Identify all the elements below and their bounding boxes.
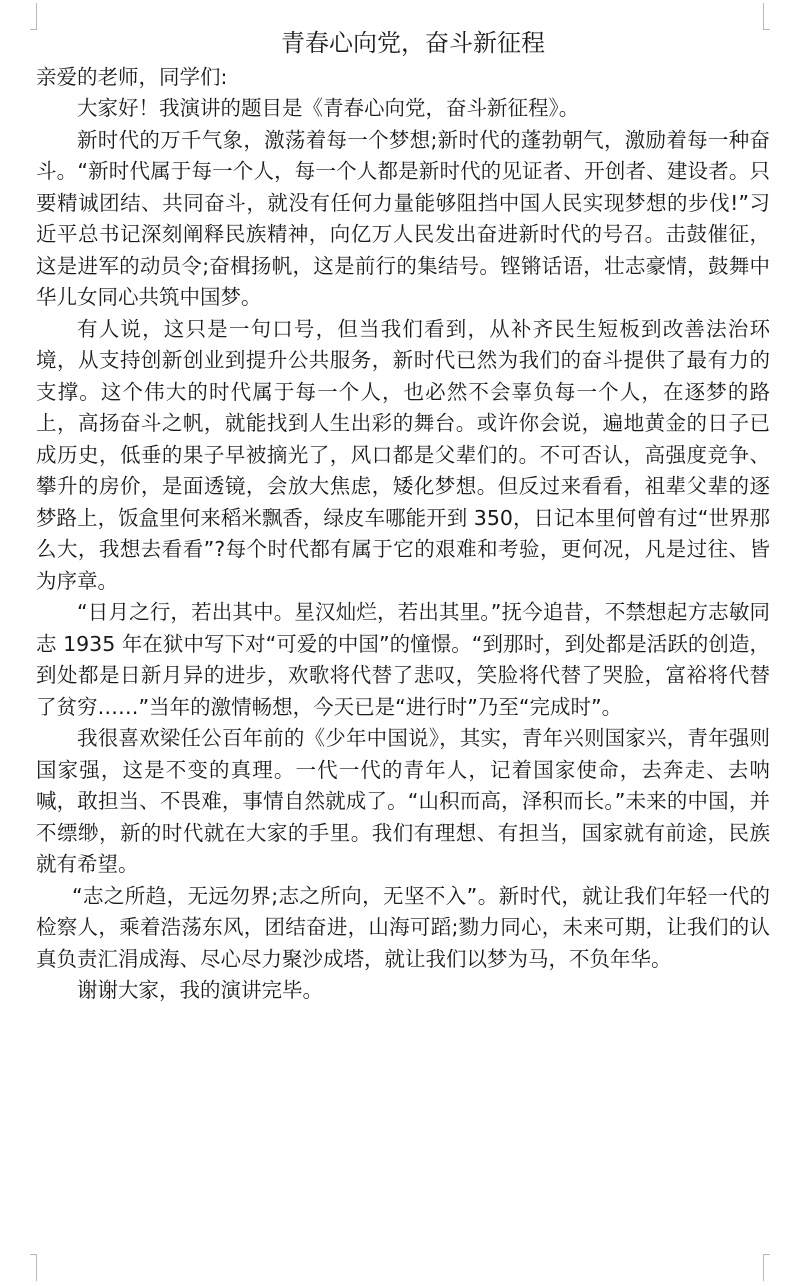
paragraph-slogan: 有人说，这只是一句口号，但当我们看到，从补齐民生短板到改善法治环境，从支持创新创业到提升公共服务，新时代已然为我们的奋斗提供了最有力的支撑。这个伟大的时代属于每一个人，也必然不会辜负每一个人，在逐梦的路上，高扬奋斗之帆，就能找到人生出彩的舞台。或许你会说，遍地黄金的日子已成历史，低垂的果子早被摘光了，风口都是父辈们的。不可否认，高强度竞争、攀升的房价，是面透镜，会放大焦虑，矮化梦想。但反过来看看，祖辈父辈的逐梦路上，饭盒里何来稻米飘香，绿皮车哪能开到 350，日记本里何曾有过“世界那么大，我想去看看”?每个时代都有属于它的艰难和考验，更何况，凡是过往、皆为序章。 bbox=[36, 316, 770, 593]
paragraph-new-era: 新时代的万千气象，激荡着每一个梦想;新时代的蓬勃朝气，激励着每一种奋斗。“新时代属于每一个人，每一个人都是新时代的见证者、开创者、建设者。只要精诚团结、共同奋斗，就没有任何力量能够阻挡中国人民实现梦想的步伐!”习近平总书记深刻阐释民族精神，向亿万人民发出奋进新时代的号召。击鼓催征，这是进军的动员令;奋楫扬帆，这是前行的集结号。铿锵话语，壮志豪情，鼓舞中华儿女同心共筑中国梦。 bbox=[36, 127, 770, 309]
paragraph-sun-moon: “日月之行，若出其中。星汉灿烂，若出其里。”抚今追昔，不禁想起方志敏同志 1935 年在狱中写下对“可爱的中国”的憧憬。“到那时，到处都是活跃的创造，到处都是日新月异的进步，欢歌将代替了悲叹，笑脸将代替了哭脸，富裕将代替了贫穷……”当年的激情畅想，今天已是“进行时”乃至“完成时”。 bbox=[36, 600, 770, 719]
paragraph-young-china: 我很喜欢梁任公百年前的《少年中国说》，其实，青年兴则国家兴，青年强则国家强，这是不变的真理。一代一代的青年人，记着国家使命，去奔走、去呐喊，敢担当、不畏难，事情自然就成了。“山积而高，泽积而长。”未来的中国，并不缥缈，新的时代就在大家的手里。我们有理想、有担当，国家就有前途，民族就有希望。 bbox=[36, 726, 770, 876]
document-title: 青春心向党，奋斗新征程 bbox=[281, 29, 545, 57]
page-corner-mark-bottom-left bbox=[30, 1254, 37, 1281]
page-corner-mark-bottom-right bbox=[763, 1254, 770, 1281]
paragraph-closing: 谢谢大家，我的演讲完毕。 bbox=[77, 978, 323, 1002]
document-body bbox=[36, 24, 770, 1007]
paragraph-intro: 大家好！我演讲的题目是《青春心向党，奋斗新征程》。 bbox=[77, 96, 580, 120]
paragraph-ambition: “志之所趋，无远勿界;志之所向，无坚不入”。新时代，就让我们年轻一代的检察人，乘着浩荡东风，团结奋进，山海可蹈;勠力同心，未来可期，让我们的认真负责汇涓成海、尽心尽力聚沙成塔，就让我们以梦为马，不负年华。 bbox=[36, 883, 770, 971]
greeting-line: 亲爱的老师，同学们: bbox=[36, 65, 228, 89]
